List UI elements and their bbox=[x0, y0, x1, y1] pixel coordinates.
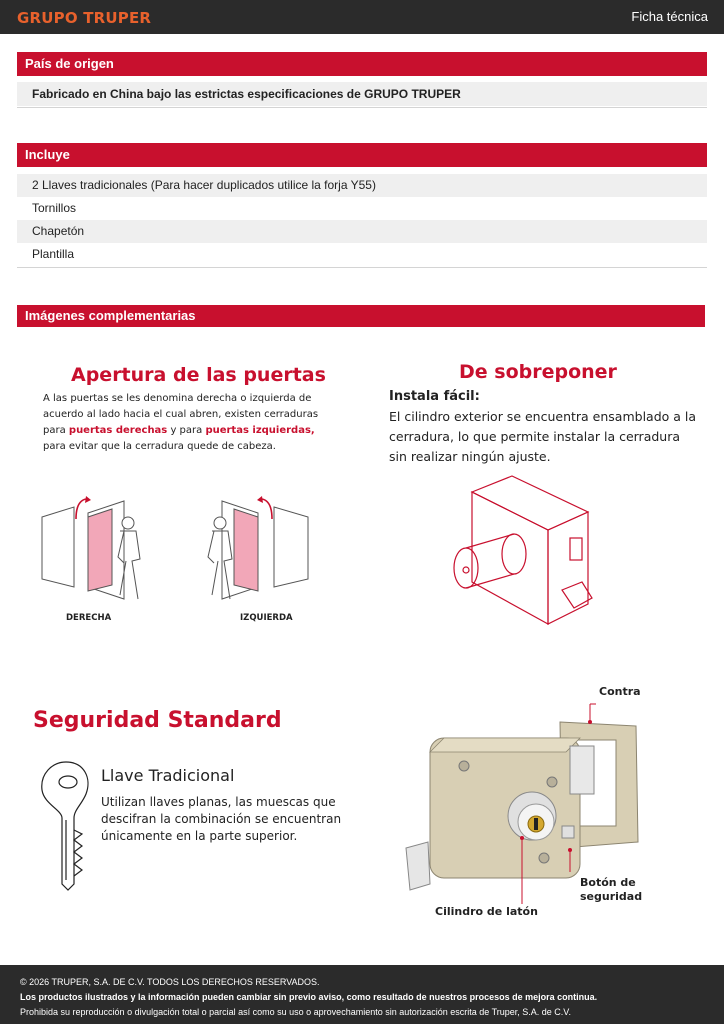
door-left-illustration bbox=[204, 495, 314, 605]
lock-product-illustration bbox=[404, 700, 644, 900]
sobreponer-title: De sobreponer bbox=[459, 361, 617, 383]
includes-section-header: Incluye bbox=[17, 143, 707, 167]
door-right-illustration bbox=[40, 495, 150, 605]
key-line-1: Utilizan llaves planas, las muescas que bbox=[101, 795, 336, 809]
footer-copyright: © 2026 TRUPER, S.A. DE C.V. TODOS LOS DERECHOS RESERVADOS. bbox=[20, 977, 320, 987]
sobreponer-subtitle: Instala fácil: bbox=[389, 389, 480, 404]
callout-boton-line-1: Botón de bbox=[580, 876, 636, 889]
top-bar bbox=[0, 0, 724, 34]
callout-cilindro: Cilindro de latón bbox=[435, 905, 538, 918]
list-item: Chapetón bbox=[17, 220, 707, 243]
list-item: Tornillos bbox=[32, 201, 77, 215]
apertura-line-1: A las puertas se les denomina derecha o izquierda de bbox=[43, 393, 312, 404]
apertura-line-3-pre: para bbox=[43, 425, 69, 436]
list-item: Plantilla bbox=[32, 247, 75, 261]
highlight-puertas-izquierdas: puertas izquierdas, bbox=[205, 425, 315, 436]
apertura-line-3 bbox=[43, 425, 315, 436]
divider bbox=[17, 107, 707, 108]
apertura-line-2: acuerdo al lado hacia el cual abren, existen cerraduras bbox=[43, 409, 319, 420]
label-derecha: DERECHA bbox=[66, 613, 112, 623]
seguridad-title: Seguridad Standard bbox=[33, 708, 282, 733]
footer-legal: Prohibida su reproducción o divulgación total o parcial así como su uso o aprovechamiento sin autorización escrita de Truper, S.A. de C.V. bbox=[20, 1007, 571, 1017]
apertura-line-4: para evitar que la cerradura quede de cabeza. bbox=[43, 441, 276, 452]
key-icon bbox=[38, 760, 94, 892]
list-item: 2 Llaves tradicionales (Para hacer duplicados utilice la forja Y55) bbox=[17, 174, 707, 197]
footer-notice: Los productos ilustrados y la información pueden cambiar sin previo aviso, como resultado de nuestros procesos de mejora continua. bbox=[20, 992, 598, 1002]
callout-contra: Contra bbox=[599, 685, 641, 698]
apertura-line-3-mid: y para bbox=[167, 425, 206, 436]
origin-text: Fabricado en China bajo las estrictas especificaciones de GRUPO TRUPER bbox=[17, 82, 707, 106]
highlight-puertas-derechas: puertas derechas bbox=[68, 425, 168, 436]
footer bbox=[0, 965, 724, 1024]
lock-line-drawing bbox=[452, 472, 602, 632]
origin-section-header: País de origen bbox=[17, 52, 707, 76]
sobreponer-line-1: El cilindro exterior se encuentra ensamblado a la bbox=[389, 409, 697, 424]
callout-boton-line-2: seguridad bbox=[580, 890, 643, 903]
brand-logo: GRUPO TRUPER bbox=[17, 9, 152, 27]
apertura-title: Apertura de las puertas bbox=[71, 364, 326, 386]
key-title: Llave Tradicional bbox=[101, 766, 235, 785]
key-line-2: descifran la combinación se encuentran bbox=[101, 812, 342, 826]
document-type: Ficha técnica bbox=[631, 9, 708, 24]
divider bbox=[17, 267, 707, 268]
key-line-3: únicamente en la parte superior. bbox=[101, 829, 298, 843]
sobreponer-line-3: sin realizar ningún ajuste. bbox=[389, 449, 551, 464]
sobreponer-line-2: cerradura, lo que permite instalar la cerradura bbox=[389, 429, 681, 444]
label-izquierda: IZQUIERDA bbox=[240, 613, 293, 623]
images-section-header: Imágenes complementarias bbox=[17, 305, 705, 327]
